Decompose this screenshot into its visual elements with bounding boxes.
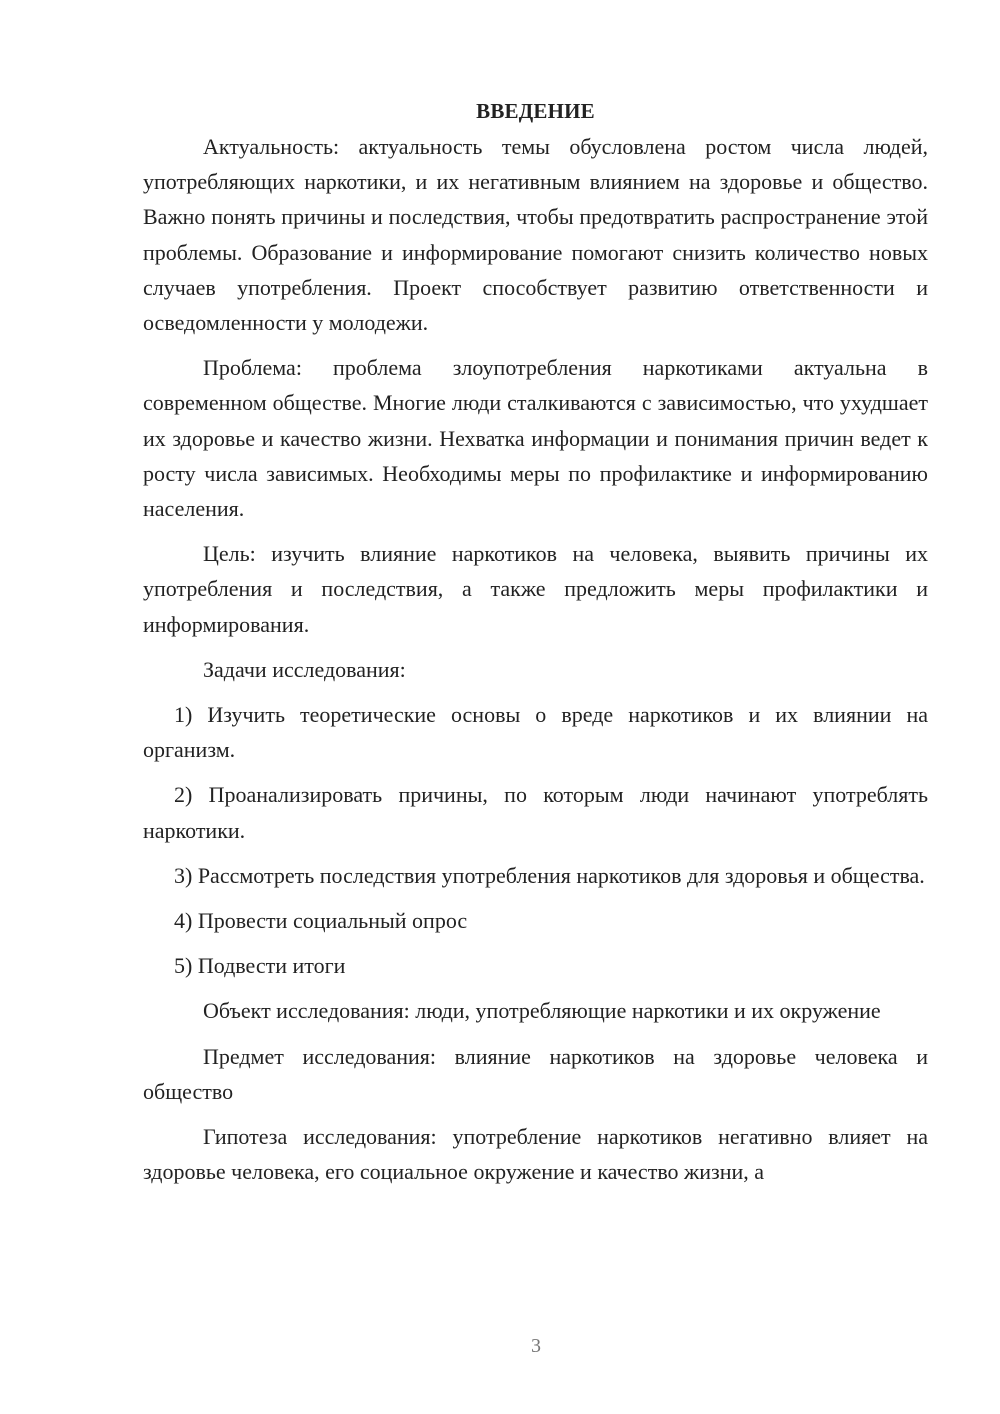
task-item: 4) Провести социальный опрос [174, 908, 468, 934]
problem-paragraph: Проблема: проблема злоупотребления наркотиками актуальна в современном обществе. Многие люди сталкиваются с зависимостью, что ухудшает их здоровье и качество жизни. Нехватка информации и понимания причин ведет к росту числа зависимых. Необходимы меры по профилактике и информированию населения. [143, 355, 928, 522]
task-item: 3) Рассмотреть последствия употребления наркотиков для здоровья и общества. [174, 862, 925, 888]
object-paragraph: Объект исследования: люди, употребляющие наркотики и их окружение [203, 998, 881, 1024]
section-title: ВВЕДЕНИЕ [476, 99, 595, 123]
page-number: 3 [531, 1335, 541, 1357]
page-content [143, 94, 928, 1199]
task-item: 2) Проанализировать причины, по которым люди начинают употреблять наркотики. [143, 782, 928, 843]
task-item: 5) Подвести итоги [174, 953, 346, 979]
subject-paragraph: Предмет исследования: влияние наркотиков на здоровье человека и общество [143, 1043, 928, 1104]
task-item: 1) Изучить теоретические основы о вреде наркотиков и их влиянии на организм. [143, 702, 928, 763]
relevance-paragraph: Актуальность: актуальность темы обусловлена ростом числа людей, употребляющих наркотики, и их негативным влиянием на здоровье и общество. Важно понять причины и последствия, чтобы предотвратить распространение этой проблемы. Образование и информирование помогают снизить количество новых случаев употребления. Проект способствует развитию ответственности и осведомленности у молодежи. [143, 134, 928, 336]
hypothesis-paragraph: Гипотеза исследования: употребление наркотиков негативно влияет на здоровье человека, его социальное окружение и качество жизни, а [143, 1124, 928, 1185]
tasks-heading: Задачи исследования: [203, 656, 406, 682]
goal-paragraph: Цель: изучить влияние наркотиков на человека, выявить причины их употребления и последствия, а также предложить меры профилактики и информирования. [143, 541, 928, 637]
